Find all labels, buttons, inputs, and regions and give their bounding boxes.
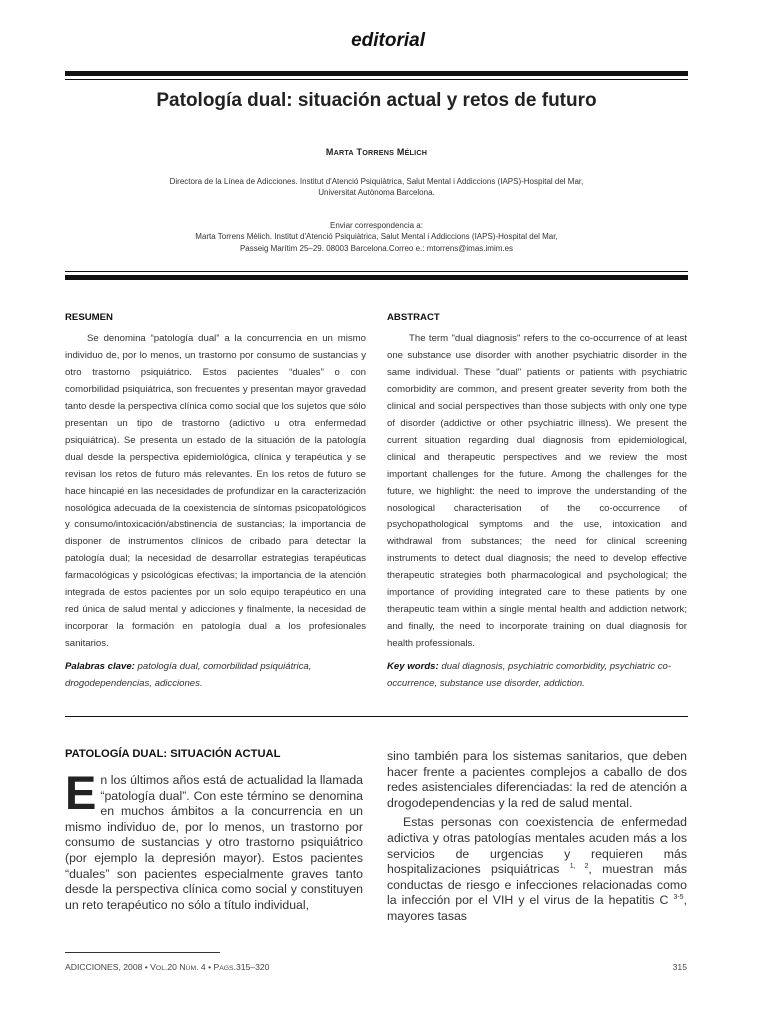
dropcap: E xyxy=(65,766,97,819)
abstract-keywords-label: Key words: xyxy=(387,661,439,672)
resumen-heading: RESUMEN xyxy=(65,312,113,323)
section-label: editorial xyxy=(351,30,425,51)
author-name: MARTA TORRENS MÉLICH xyxy=(325,147,428,157)
page-number: 315 xyxy=(672,962,687,972)
citation-ref: 3-5 xyxy=(673,894,684,902)
abstract-keywords: Key words: dual diagnosis, psychiatric comorbidity, psychiatric co-occurrence, substance use disorder, addiction. xyxy=(387,661,672,689)
abstract-rule-thick xyxy=(65,275,688,280)
body-rule xyxy=(65,716,688,717)
footer-citation: ADICCIONES, 2008 • VOL.20 NÚM. 4 • PAGS.315–320 xyxy=(65,962,270,972)
resumen-keywords: Palabras clave: patología dual, comorbilidad psiquiátrica, drogodependencias, adicciones. xyxy=(65,661,312,689)
affiliation: Directora de la Línea de Adicciones. Institut d'Atenció Psiquiàtrica, Salut Mental i Addiccions (IAPS)-Hospital del Mar, Universitat Autònoma Barcelona. xyxy=(169,177,584,198)
article-title: Patología dual: situación actual y retos de futuro xyxy=(156,90,597,111)
body-column-right: sino también para los sistemas sanitarios, que deben hacer frente a pacientes complejos a caballo de dos redes asistenciales diferenciadas: la red de atención a drogodependencias y la red de salud mental. Estas personas con coexistencia de enfermedad adictiva y otras patologías mentales acuden más a los servicios de urgencias y requieren más hospitalizaciones psiquiátricas $^{1, 2}$, muestran más conductas de riesgo e infecciones relacionadas como la infección por el VIH y el virus de la hepatitis C $^{3-5}$, mayores tasas xyxy=(387,749,687,923)
citation-ref: 1, 2 xyxy=(569,863,589,871)
resumen-text: Se denomina “patología dual” a la concurrencia en un mismo individuo de, por lo menos, un trastorno por consumo de sustancias y otro trastorno psiquiátrico. Estos pacientes “duales” o con comorbilidad psiquiátrica, son frecuentes y presentan mayor gravedad tanto desde la perspectiva clínica como social que los sujetos que sólo presentan un tipo de trastorno (adictivo u otra enfermedad psiquiátrica). Se presenta un estado de la situación de la patología dual desde la perspectiva epidemiológica, clínica y terapéutica y se revisan los retos de futuro más relevantes. En los retos de futuro se hace hincapié en las necesidades de profundizar en la caracterización nosológica adecuada de la coexistencia de síntomas psicopatológicos y consumo/intoxicación/abstinencia de sustancias; la importancia de disponer de instrumentos clínicos de cribado para detectar la patología dual; la necesidad de desarrollar estrategias terapéuticas farmacológicas y psicológicas efectivas; la importancia de la atención integrada de estos pacientes por un solo equipo terapéutico en una red única de salud mental y adicciones y finalmente, la necesidad de incorporar la formación en patología dual a los profesionales sanitarios. xyxy=(65,333,366,650)
section-heading: PATOLOGÍA DUAL: SITUACIÓN ACTUAL xyxy=(65,748,281,760)
abstract-text: The term "dual diagnosis" refers to the co-occurrence of at least one substance use disorder with another psychiatric disorder in the same individual. These "dual" patients or patients with psychiatric comorbidity are common, and present greater severity from both the clinical and social perspectives than those subjects with only one type of disorder (addictive or other psychiatric illness). We present the current situation regarding dual diagnosis from epidemiological, clinical and therapeutic perspectives and we review the most important challenges for the future. Among the challenges for the future, we highlight: the need to improve the understanding of the nosological characterisation of the co-occurrence of psychopathological symptoms and the use, intoxication and withdrawal from substances; the need for clinical screening instruments to detect dual diagnosis; the need to develop effective therapeutic strategies both pharmacological and psychological; the importance of providing integrated care to these patients by one therapeutic team within a single mental health and addiction network; and finally, the need to incorporate training on dual diagnosis for health professionals. xyxy=(387,333,687,650)
resumen-keywords-label: Palabras clave: xyxy=(65,661,135,672)
abstract-heading: ABSTRACT xyxy=(387,312,440,323)
abstract-rule-thin xyxy=(65,271,688,272)
correspondence: Enviar correspondencia a: Marta Torrens Mèlich. Institut d'Atenció Psiquiàtrica, Salut Mental i Addiccions (IAPS)-Hospital del Mar, Passeig Marítim 25–29. 08003 Barcelona.Correo e.: mtorrens@imas.imim.es xyxy=(195,221,558,253)
footer-rule xyxy=(65,952,220,953)
header-rule-thick xyxy=(65,71,688,76)
body-column-left: En los últimos años está de actualidad la llamada “patología dual”. Con este término se denomina en muchos ámbitos a la concurrencia en un mismo individuo de, por lo menos, un trastorno por consumo de sustancias y otro trastorno psiquiátrico (por ejemplo la depresión mayor). Estos pacientes “duales” son pacientes especialmente graves tanto desde la perspectiva clínica como social y constituyen un reto terapéutico no sólo a título individual, xyxy=(65,766,363,912)
header-rule-thin xyxy=(65,79,688,80)
